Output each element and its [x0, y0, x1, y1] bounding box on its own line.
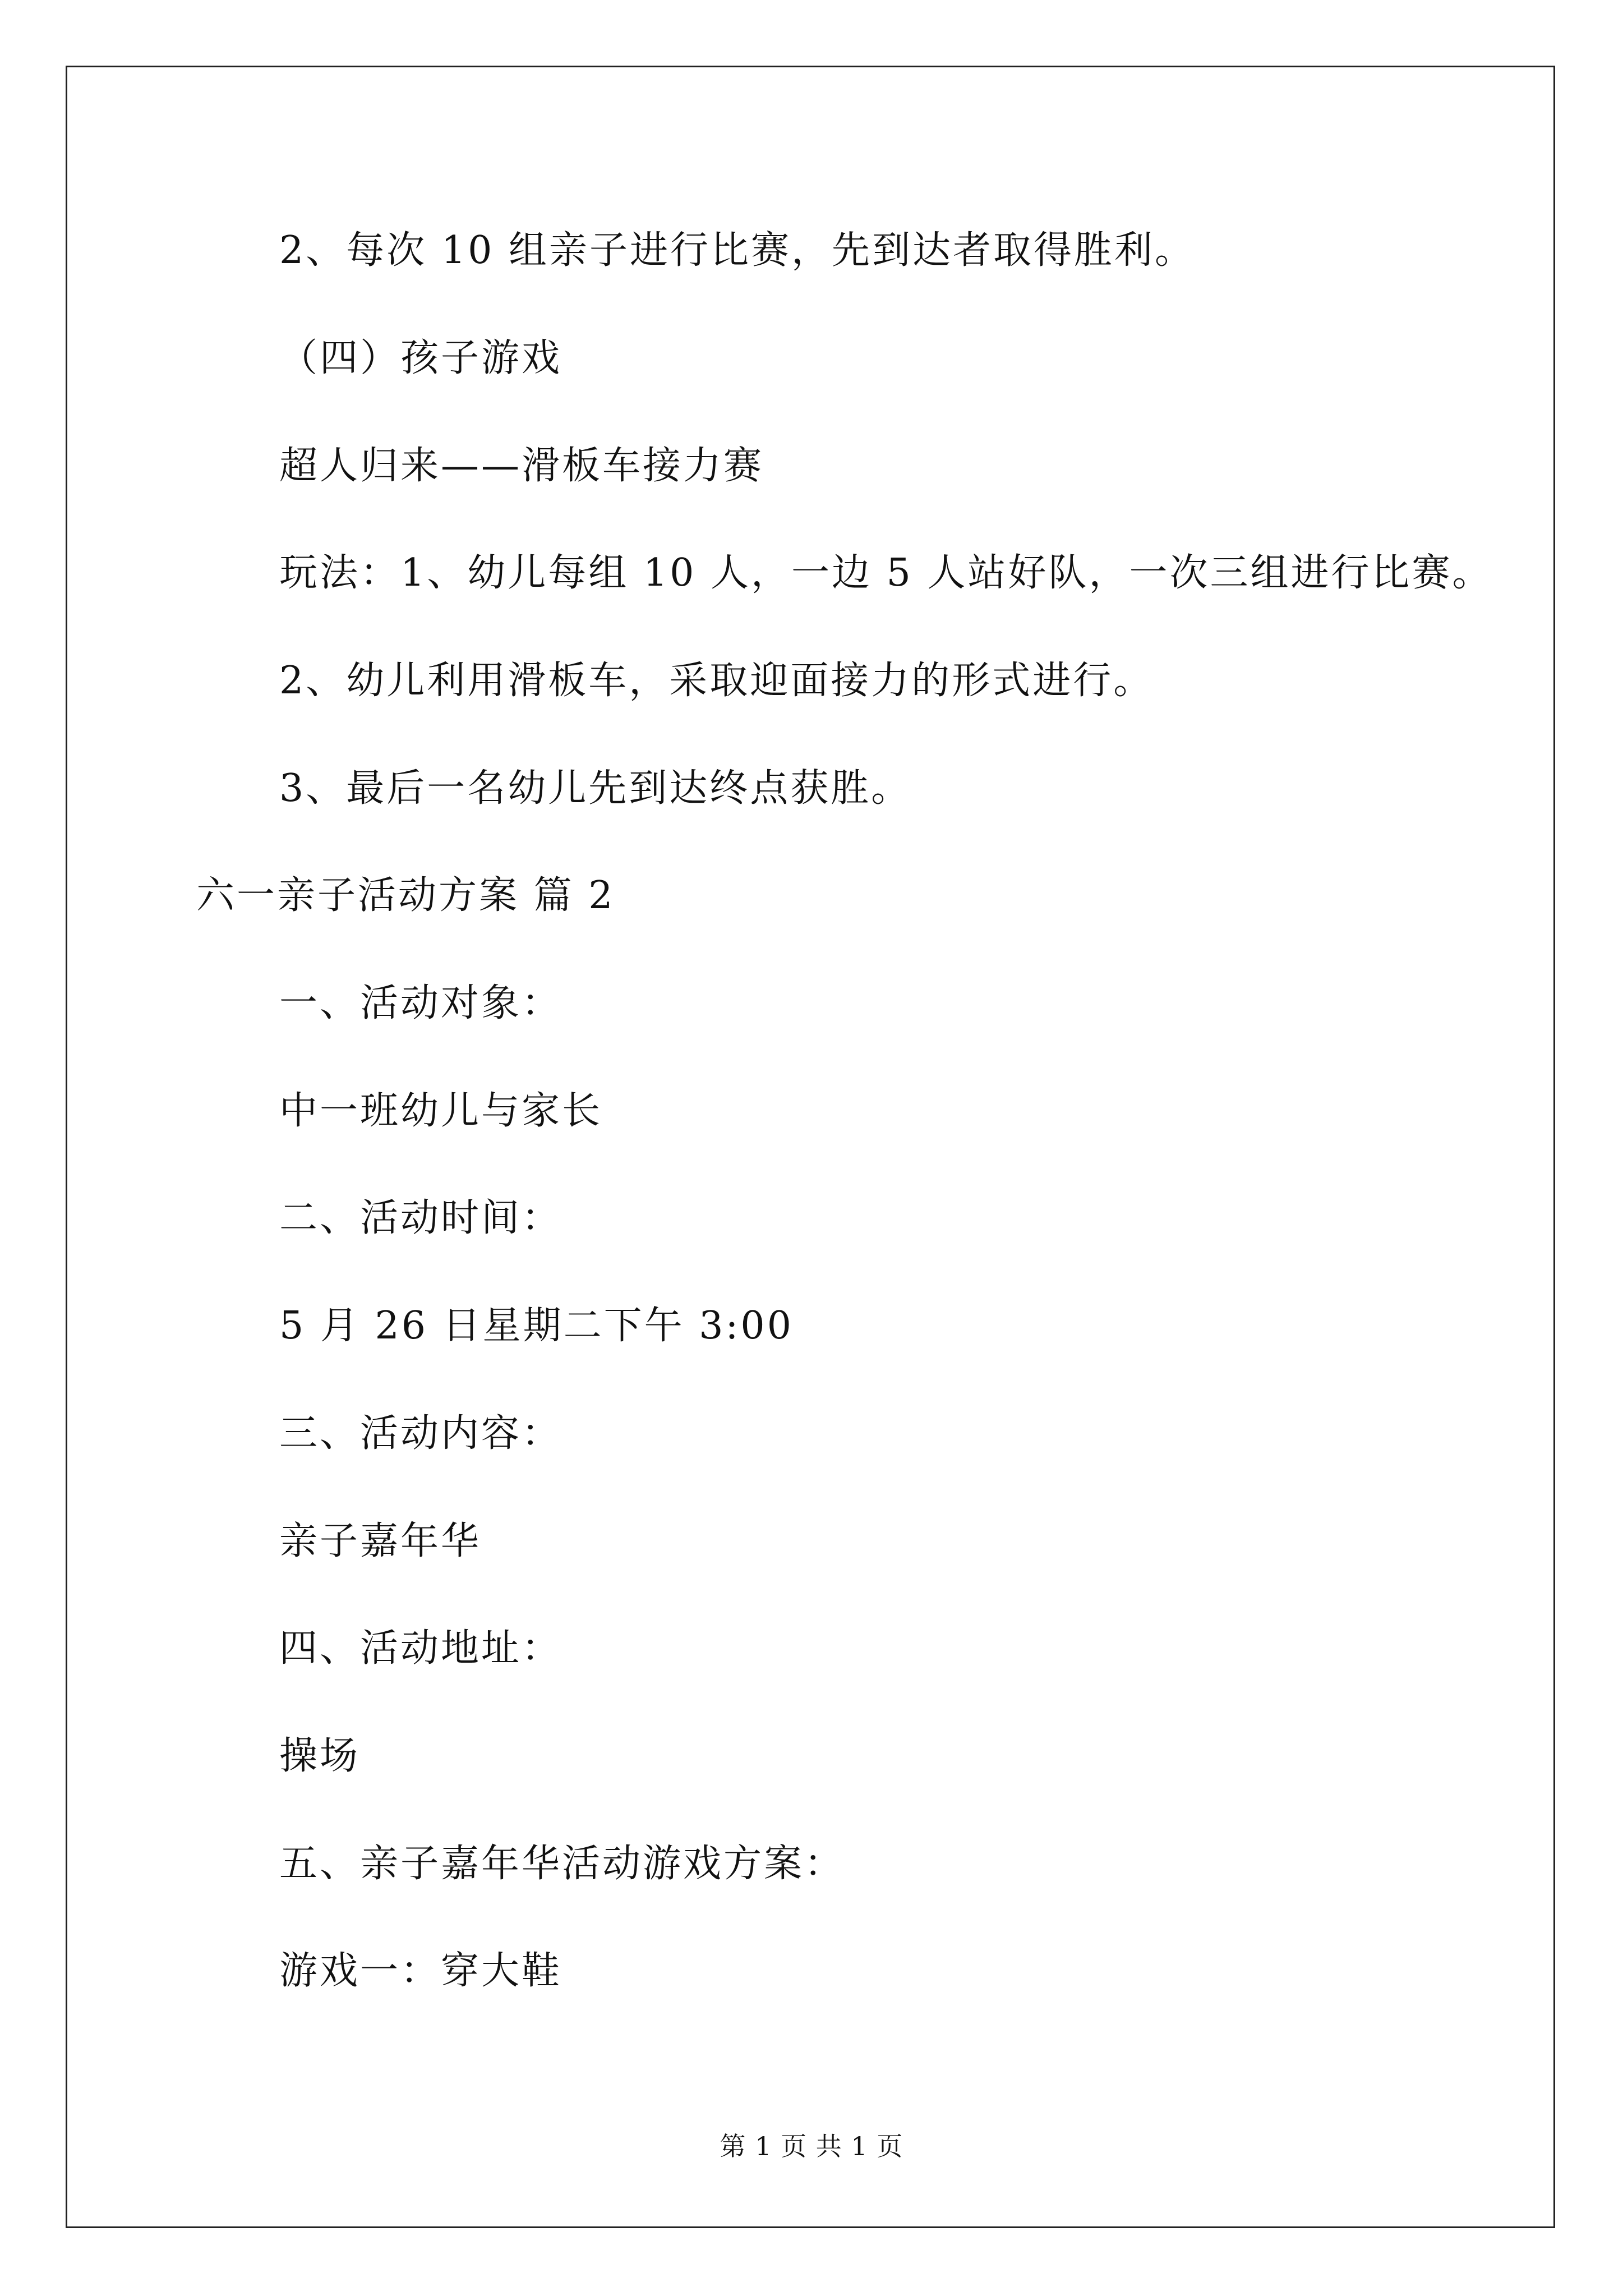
paragraph-line: 一、活动对象： — [279, 981, 562, 1025]
paragraph-line: 亲子嘉年华 — [279, 1519, 482, 1563]
paragraph-line: 操场 — [279, 1734, 361, 1778]
paragraph-line: 5 月 26 日星期二下午 3:00 — [279, 1304, 794, 1348]
paragraph-line: 超人归来——滑板车接力赛 — [279, 444, 764, 488]
paragraph-line: 游戏一：穿大鞋 — [279, 1949, 562, 1993]
paragraph-line: 2、每次 10 组亲子进行比赛，先到达者取得胜利。 — [279, 228, 1196, 273]
section-heading: 六一亲子活动方案 篇 2 — [196, 873, 615, 918]
paragraph-line: 玩法：1、幼儿每组 10 人，一边 5 人站好队，一次三组进行比赛。 — [279, 551, 1493, 595]
paragraph-line: 3、最后一名幼儿先到达终点获胜。 — [279, 766, 912, 811]
paragraph-line: 四、活动地址： — [279, 1626, 562, 1671]
paragraph-line: 三、活动内容： — [279, 1411, 562, 1456]
page-border — [66, 66, 1555, 2228]
paragraph-line: 中一班幼儿与家长 — [279, 1089, 603, 1133]
paragraph-line: （四）孩子游戏 — [279, 336, 562, 380]
paragraph-line: 2、幼儿利用滑板车，采取迎面接力的形式进行。 — [279, 659, 1154, 703]
paragraph-line: 五、亲子嘉年华活动游戏方案： — [279, 1842, 845, 1886]
paragraph-line: 二、活动时间： — [279, 1196, 562, 1240]
page-footer: 第 1 页 共 1 页 — [720, 2131, 903, 2161]
